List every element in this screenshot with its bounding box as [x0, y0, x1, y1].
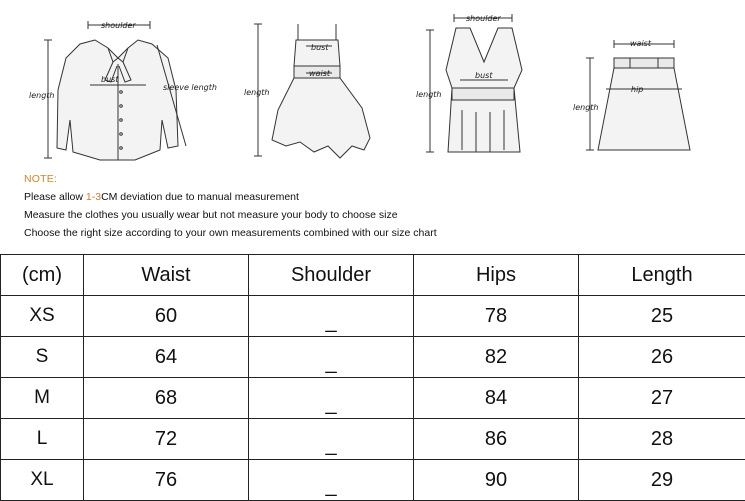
waist-cell: 72 [84, 419, 249, 460]
waist-cell: 64 [84, 337, 249, 378]
note-line-measure: Measure the clothes you usually wear but not measure your body to choose size [24, 206, 724, 224]
shirt-bust-label: bust [101, 75, 119, 84]
hips-cell: 86 [414, 419, 579, 460]
dress-length-label: length [244, 88, 270, 97]
dress-waist-label: waist [309, 69, 331, 78]
size-cell: XL [1, 460, 84, 501]
shoulder-value: _ [325, 311, 336, 334]
header-shoulder: Shoulder [249, 255, 414, 296]
shoulder-value: _ [325, 434, 336, 457]
shoulder-cell [249, 419, 414, 460]
size-table [0, 254, 745, 501]
shirt-length-label: length [29, 91, 55, 100]
table-row [1, 296, 745, 337]
length-cell: 26 [579, 337, 745, 378]
waist-cell: 68 [84, 378, 249, 419]
shoulder-cell [249, 296, 414, 337]
header-waist: Waist [84, 255, 249, 296]
hips-cell: 78 [414, 296, 579, 337]
length-cell: 27 [579, 378, 745, 419]
skirt-illustration [586, 40, 690, 150]
garment-illustrations [0, 0, 745, 170]
hips-cell: 82 [414, 337, 579, 378]
shirt-sleeve-length-label: sleeve length [163, 83, 217, 92]
skirt-waist-label: waist [630, 39, 652, 48]
tank-length-label: length [416, 90, 442, 99]
table-row [1, 378, 745, 419]
note-deviation-highlight: 1-3 [86, 191, 101, 203]
dress-bust-label: bust [311, 43, 329, 52]
header-unit: (cm) [1, 255, 84, 296]
note-line-deviation [24, 188, 724, 206]
note-line-deviation-prefix: Please allow [24, 191, 86, 203]
table-row [1, 419, 745, 460]
size-cell: L [1, 419, 84, 460]
table-row [1, 337, 745, 378]
header-length: Length [579, 255, 745, 296]
length-cell: 25 [579, 296, 745, 337]
length-cell: 28 [579, 419, 745, 460]
skirt-length-label: length [573, 103, 599, 112]
shoulder-cell [249, 460, 414, 501]
shoulder-cell [249, 378, 414, 419]
hips-cell: 90 [414, 460, 579, 501]
length-cell: 29 [579, 460, 745, 501]
tank-bust-label: bust [475, 71, 493, 80]
skirt-hip-label: hip [631, 85, 643, 94]
header-hips: Hips [414, 255, 579, 296]
waist-cell: 76 [84, 460, 249, 501]
size-cell: XS [1, 296, 84, 337]
size-cell: M [1, 378, 84, 419]
size-cell: S [1, 337, 84, 378]
table-header-row [1, 255, 745, 296]
shoulder-value: _ [325, 393, 336, 416]
shoulder-value: _ [325, 352, 336, 375]
note-title: NOTE: [24, 170, 724, 188]
shoulder-value: _ [325, 475, 336, 498]
shirt-shoulder-label: shoulder [101, 21, 136, 30]
notes-section [24, 170, 724, 242]
note-line-deviation-suffix: CM deviation due to manual measurement [101, 191, 299, 203]
waist-cell: 60 [84, 296, 249, 337]
tank-illustration [426, 14, 522, 152]
hips-cell: 84 [414, 378, 579, 419]
tank-shoulder-label: shoulder [466, 14, 501, 23]
shoulder-cell [249, 337, 414, 378]
note-line-choose: Choose the right size according to your own measurements combined with our size chart [24, 224, 724, 242]
table-row [1, 460, 745, 501]
